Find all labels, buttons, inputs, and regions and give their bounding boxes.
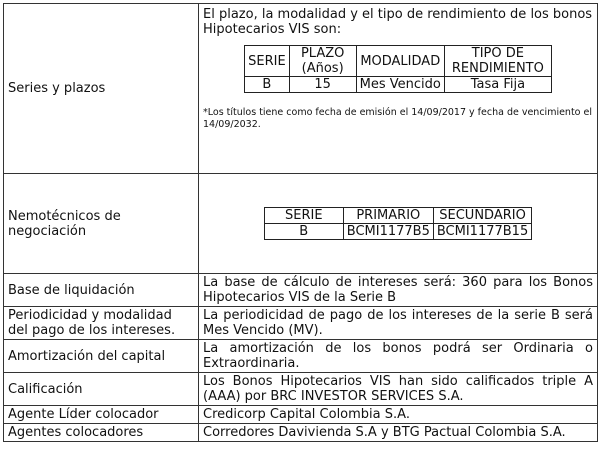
- series-header-tipo: TIPO DE RENDIMIENTO: [444, 46, 551, 77]
- series-footnote: *Los títulos tiene como fecha de emisión el 14/09/2017 y fecha de vencimiento el 14/09/2032.: [203, 107, 592, 130]
- series-subtable: [244, 45, 552, 93]
- nemotecnicos-header-row: [264, 208, 531, 224]
- content-nemotecnicos: [199, 174, 598, 274]
- row-base-liquidacion: [4, 274, 598, 307]
- series-header-serie: SERIE: [245, 46, 290, 77]
- label-agente-lider: Agente Líder colocador: [4, 406, 199, 424]
- series-cell-tipo: Tasa Fija: [444, 77, 551, 93]
- text-periodicidad: La periodicidad de pago de los intereses de la serie B será Mes Vencido (MV).: [199, 307, 598, 340]
- series-header-row: [245, 46, 552, 77]
- label-amortizacion: Amortización del capital: [4, 340, 199, 373]
- row-nemotecnicos: [4, 174, 598, 274]
- text-amortizacion: La amortización de los bonos podrá ser Ordinaria o Extraordinaria.: [199, 340, 598, 373]
- row-agente-lider: [4, 406, 598, 424]
- label-nemotecnicos: Nemotécnicos de negociación: [4, 174, 199, 274]
- text-agentes-colocadores: Corredores Davivienda S.A y BTG Pactual Colombia S.A.: [199, 424, 598, 442]
- row-amortizacion: [4, 340, 598, 373]
- nemo-cell-serie: B: [264, 224, 343, 240]
- nemo-header-secundario: SECUNDARIO: [433, 208, 531, 224]
- nemo-header-serie: SERIE: [264, 208, 343, 224]
- row-calificacion: [4, 373, 598, 406]
- row-periodicidad: [4, 307, 598, 340]
- series-header-modalidad: MODALIDAD: [356, 46, 444, 77]
- text-agente-lider: Credicorp Capital Colombia S.A.: [199, 406, 598, 424]
- nemotecnicos-subtable: [264, 207, 532, 240]
- nemo-header-primario: PRIMARIO: [343, 208, 433, 224]
- series-header-plazo: PLAZO (Años): [289, 46, 356, 77]
- label-base-liquidacion: Base de liquidación: [4, 274, 199, 307]
- nemotecnicos-data-row: [264, 224, 531, 240]
- series-cell-plazo: 15: [289, 77, 356, 93]
- nemo-cell-primario: BCMI1177B5: [343, 224, 433, 240]
- series-intro: El plazo, la modalidad y el tipo de rendimiento de los bonos Hipotecarios VIS son:: [203, 7, 593, 37]
- series-cell-modalidad: Mes Vencido: [356, 77, 444, 93]
- label-agentes-colocadores: Agentes colocadores: [4, 424, 199, 442]
- row-series-plazos: [4, 4, 598, 174]
- bond-terms-table: [3, 3, 598, 442]
- label-calificacion: Calificación: [4, 373, 199, 406]
- row-agentes-colocadores: [4, 424, 598, 442]
- series-data-row: [245, 77, 552, 93]
- nemo-cell-secundario: BCMI1177B15: [433, 224, 531, 240]
- label-periodicidad: Periodicidad y modalidad del pago de los intereses.: [4, 307, 199, 340]
- series-cell-serie: B: [245, 77, 290, 93]
- text-base-liquidacion: La base de cálculo de intereses será: 360 para los Bonos Hipotecarios VIS de la Serie B: [199, 274, 598, 307]
- text-calificacion: Los Bonos Hipotecarios VIS han sido calificados triple A (AAA) por BRC INVESTOR SERVICES S.A.: [199, 373, 598, 406]
- content-series-plazos: [199, 4, 598, 174]
- label-series-plazos: Series y plazos: [4, 4, 199, 174]
